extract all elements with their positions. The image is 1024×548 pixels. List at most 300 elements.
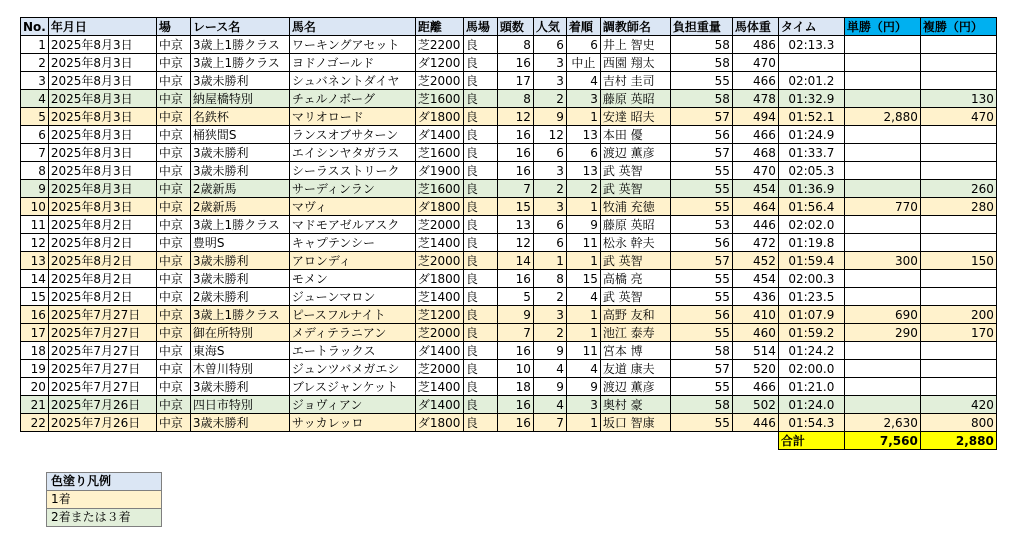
cell-place-payout[interactable]: 130	[920, 90, 996, 108]
cell-runners[interactable]: 16	[497, 396, 533, 414]
cell-win-payout[interactable]: 770	[844, 198, 920, 216]
cell-win-payout[interactable]	[844, 162, 920, 180]
cell-distance[interactable]: ダ1200	[415, 54, 463, 72]
cell-time[interactable]: 01:56.4	[778, 198, 844, 216]
cell-trainer[interactable]: 池江 泰寿	[600, 324, 670, 342]
cell-finish[interactable]: 4	[566, 72, 600, 90]
header-place-payout[interactable]: 複勝（円）	[920, 18, 996, 36]
cell-date[interactable]: 2025年8月3日	[48, 108, 156, 126]
cell-track[interactable]: 良	[463, 90, 497, 108]
cell-place-payout[interactable]: 470	[920, 108, 996, 126]
cell-finish[interactable]: 1	[566, 198, 600, 216]
cell-runners[interactable]: 12	[497, 234, 533, 252]
cell-no[interactable]: 6	[21, 126, 49, 144]
cell-track[interactable]: 良	[463, 378, 497, 396]
cell-place-payout[interactable]: 420	[920, 396, 996, 414]
cell-time[interactable]: 01:54.3	[778, 414, 844, 432]
cell-trainer[interactable]: 渡辺 薫彦	[600, 144, 670, 162]
cell-trainer[interactable]: 西園 翔太	[600, 54, 670, 72]
cell-carried-weight[interactable]: 55	[670, 270, 732, 288]
cell-runners[interactable]: 7	[497, 180, 533, 198]
cell-win-payout[interactable]	[844, 360, 920, 378]
cell-body-weight[interactable]: 472	[732, 234, 778, 252]
cell-horse-name[interactable]: サッカレッロ	[289, 414, 415, 432]
cell-distance[interactable]: ダ1800	[415, 108, 463, 126]
cell-trainer[interactable]: 本田 優	[600, 126, 670, 144]
cell-carried-weight[interactable]: 55	[670, 162, 732, 180]
cell-place-payout[interactable]	[920, 342, 996, 360]
cell-win-payout[interactable]	[844, 234, 920, 252]
cell-popularity[interactable]: 9	[533, 342, 566, 360]
cell-date[interactable]: 2025年8月3日	[48, 144, 156, 162]
cell-distance[interactable]: 芝1600	[415, 180, 463, 198]
cell-carried-weight[interactable]: 55	[670, 378, 732, 396]
cell-win-payout[interactable]	[844, 144, 920, 162]
cell-runners[interactable]: 9	[497, 306, 533, 324]
cell-course[interactable]: 中京	[156, 360, 190, 378]
header-body-weight[interactable]: 馬体重	[732, 18, 778, 36]
cell-track[interactable]: 良	[463, 306, 497, 324]
cell-body-weight[interactable]: 454	[732, 270, 778, 288]
cell-place-payout[interactable]: 280	[920, 198, 996, 216]
cell-course[interactable]: 中京	[156, 108, 190, 126]
cell-distance[interactable]: 芝2000	[415, 252, 463, 270]
cell-win-payout[interactable]: 290	[844, 324, 920, 342]
cell-trainer[interactable]: 安達 昭夫	[600, 108, 670, 126]
cell-trainer[interactable]: 高橋 亮	[600, 270, 670, 288]
cell-runners[interactable]: 16	[497, 342, 533, 360]
cell-body-weight[interactable]: 464	[732, 198, 778, 216]
cell-date[interactable]: 2025年7月27日	[48, 306, 156, 324]
cell-popularity[interactable]: 8	[533, 270, 566, 288]
cell-race-name[interactable]: 御在所特別	[190, 324, 289, 342]
cell-time[interactable]: 01:32.9	[778, 90, 844, 108]
cell-date[interactable]: 2025年8月3日	[48, 198, 156, 216]
cell-race-name[interactable]: 3歳未勝利	[190, 378, 289, 396]
cell-body-weight[interactable]: 460	[732, 324, 778, 342]
cell-distance[interactable]: ダ1400	[415, 342, 463, 360]
cell-finish[interactable]: 1	[566, 108, 600, 126]
cell-place-payout[interactable]	[920, 162, 996, 180]
cell-popularity[interactable]: 6	[533, 216, 566, 234]
cell-race-name[interactable]: 木曽川特別	[190, 360, 289, 378]
cell-place-payout[interactable]	[920, 378, 996, 396]
cell-distance[interactable]: ダ1400	[415, 396, 463, 414]
cell-place-payout[interactable]	[920, 144, 996, 162]
cell-trainer[interactable]: 藤原 英昭	[600, 216, 670, 234]
cell-race-name[interactable]: 2歳新馬	[190, 180, 289, 198]
cell-date[interactable]: 2025年8月3日	[48, 180, 156, 198]
cell-runners[interactable]: 5	[497, 288, 533, 306]
cell-horse-name[interactable]: マドモアゼルアスク	[289, 216, 415, 234]
cell-win-payout[interactable]: 300	[844, 252, 920, 270]
cell-date[interactable]: 2025年8月3日	[48, 72, 156, 90]
cell-trainer[interactable]: 吉村 圭司	[600, 72, 670, 90]
cell-runners[interactable]: 16	[497, 126, 533, 144]
cell-runners[interactable]: 10	[497, 360, 533, 378]
cell-course[interactable]: 中京	[156, 72, 190, 90]
cell-time[interactable]: 02:13.3	[778, 36, 844, 54]
cell-race-name[interactable]: 四日市特別	[190, 396, 289, 414]
cell-race-name[interactable]: 3歳未勝利	[190, 162, 289, 180]
cell-finish[interactable]: 4	[566, 360, 600, 378]
cell-popularity[interactable]: 2	[533, 324, 566, 342]
cell-carried-weight[interactable]: 56	[670, 234, 732, 252]
cell-no[interactable]: 18	[21, 342, 49, 360]
cell-win-payout[interactable]	[844, 90, 920, 108]
cell-place-payout[interactable]	[920, 54, 996, 72]
cell-horse-name[interactable]: ジョヴィアン	[289, 396, 415, 414]
cell-body-weight[interactable]: 514	[732, 342, 778, 360]
cell-course[interactable]: 中京	[156, 270, 190, 288]
cell-popularity[interactable]: 7	[533, 414, 566, 432]
cell-win-payout[interactable]	[844, 36, 920, 54]
header-no[interactable]: No.	[21, 18, 49, 36]
cell-finish[interactable]: 13	[566, 126, 600, 144]
cell-no[interactable]: 10	[21, 198, 49, 216]
cell-date[interactable]: 2025年7月27日	[48, 324, 156, 342]
cell-popularity[interactable]: 12	[533, 126, 566, 144]
cell-win-payout[interactable]	[844, 342, 920, 360]
cell-no[interactable]: 4	[21, 90, 49, 108]
cell-distance[interactable]: 芝1400	[415, 288, 463, 306]
cell-body-weight[interactable]: 436	[732, 288, 778, 306]
cell-horse-name[interactable]: エイシンヤタガラス	[289, 144, 415, 162]
cell-runners[interactable]: 13	[497, 216, 533, 234]
cell-course[interactable]: 中京	[156, 306, 190, 324]
cell-finish[interactable]: 3	[566, 90, 600, 108]
cell-place-payout[interactable]	[920, 234, 996, 252]
cell-win-payout[interactable]	[844, 288, 920, 306]
cell-no[interactable]: 22	[21, 414, 49, 432]
cell-time[interactable]: 02:00.3	[778, 270, 844, 288]
cell-win-payout[interactable]	[844, 216, 920, 234]
cell-body-weight[interactable]: 486	[732, 36, 778, 54]
cell-no[interactable]: 20	[21, 378, 49, 396]
cell-no[interactable]: 3	[21, 72, 49, 90]
cell-popularity[interactable]: 6	[533, 144, 566, 162]
cell-course[interactable]: 中京	[156, 342, 190, 360]
cell-finish[interactable]: 9	[566, 216, 600, 234]
cell-popularity[interactable]: 6	[533, 234, 566, 252]
cell-track[interactable]: 良	[463, 108, 497, 126]
cell-track[interactable]: 良	[463, 216, 497, 234]
cell-win-payout[interactable]: 2,880	[844, 108, 920, 126]
cell-date[interactable]: 2025年7月26日	[48, 396, 156, 414]
cell-race-name[interactable]: 3歳上1勝クラス	[190, 54, 289, 72]
cell-course[interactable]: 中京	[156, 252, 190, 270]
cell-distance[interactable]: 芝1400	[415, 378, 463, 396]
cell-race-name[interactable]: 桶狭間S	[190, 126, 289, 144]
cell-trainer[interactable]: 奥村 豪	[600, 396, 670, 414]
cell-finish[interactable]: 1	[566, 252, 600, 270]
cell-track[interactable]: 良	[463, 360, 497, 378]
cell-win-payout[interactable]	[844, 180, 920, 198]
cell-place-payout[interactable]	[920, 288, 996, 306]
cell-runners[interactable]: 17	[497, 72, 533, 90]
cell-distance[interactable]: 芝1600	[415, 144, 463, 162]
cell-popularity[interactable]: 2	[533, 180, 566, 198]
cell-distance[interactable]: ダ1800	[415, 414, 463, 432]
legend-second-third[interactable]: 2着または３着	[47, 509, 162, 527]
cell-no[interactable]: 8	[21, 162, 49, 180]
cell-horse-name[interactable]: ランスオブサターン	[289, 126, 415, 144]
cell-popularity[interactable]: 1	[533, 252, 566, 270]
cell-race-name[interactable]: 3歳上1勝クラス	[190, 306, 289, 324]
cell-win-payout[interactable]: 2,630	[844, 414, 920, 432]
cell-track[interactable]: 良	[463, 126, 497, 144]
cell-carried-weight[interactable]: 55	[670, 288, 732, 306]
cell-finish[interactable]: 1	[566, 306, 600, 324]
cell-runners[interactable]: 8	[497, 36, 533, 54]
cell-body-weight[interactable]: 446	[732, 216, 778, 234]
cell-no[interactable]: 19	[21, 360, 49, 378]
cell-carried-weight[interactable]: 56	[670, 306, 732, 324]
cell-runners[interactable]: 15	[497, 198, 533, 216]
cell-course[interactable]: 中京	[156, 180, 190, 198]
cell-body-weight[interactable]: 470	[732, 162, 778, 180]
cell-body-weight[interactable]: 466	[732, 72, 778, 90]
cell-no[interactable]: 14	[21, 270, 49, 288]
cell-course[interactable]: 中京	[156, 414, 190, 432]
cell-time[interactable]: 02:01.2	[778, 72, 844, 90]
cell-no[interactable]: 2	[21, 54, 49, 72]
cell-popularity[interactable]: 2	[533, 288, 566, 306]
cell-distance[interactable]: ダ1800	[415, 270, 463, 288]
cell-distance[interactable]: 芝2000	[415, 324, 463, 342]
cell-win-payout[interactable]: 690	[844, 306, 920, 324]
cell-race-name[interactable]: 豊明S	[190, 234, 289, 252]
cell-finish[interactable]: 9	[566, 378, 600, 396]
cell-horse-name[interactable]: マリオロード	[289, 108, 415, 126]
cell-distance[interactable]: ダ1400	[415, 126, 463, 144]
cell-track[interactable]: 良	[463, 270, 497, 288]
cell-race-name[interactable]: 3歳上1勝クラス	[190, 36, 289, 54]
cell-track[interactable]: 良	[463, 162, 497, 180]
header-date[interactable]: 年月日	[48, 18, 156, 36]
cell-track[interactable]: 良	[463, 72, 497, 90]
cell-finish[interactable]: 1	[566, 324, 600, 342]
cell-popularity[interactable]: 3	[533, 72, 566, 90]
header-trainer[interactable]: 調教師名	[600, 18, 670, 36]
cell-carried-weight[interactable]: 55	[670, 72, 732, 90]
cell-finish[interactable]: 4	[566, 288, 600, 306]
cell-date[interactable]: 2025年8月2日	[48, 234, 156, 252]
cell-time[interactable]	[778, 54, 844, 72]
cell-horse-name[interactable]: キャプテンシー	[289, 234, 415, 252]
cell-time[interactable]: 01:21.0	[778, 378, 844, 396]
cell-course[interactable]: 中京	[156, 198, 190, 216]
cell-race-name[interactable]: 3歳未勝利	[190, 144, 289, 162]
cell-track[interactable]: 良	[463, 234, 497, 252]
cell-finish[interactable]: 3	[566, 396, 600, 414]
cell-carried-weight[interactable]: 58	[670, 342, 732, 360]
cell-horse-name[interactable]: ジュンツバメガエシ	[289, 360, 415, 378]
cell-time[interactable]: 01:07.9	[778, 306, 844, 324]
cell-popularity[interactable]: 3	[533, 162, 566, 180]
cell-time[interactable]: 01:24.9	[778, 126, 844, 144]
cell-horse-name[interactable]: メディテラニアン	[289, 324, 415, 342]
cell-popularity[interactable]: 2	[533, 90, 566, 108]
cell-track[interactable]: 良	[463, 288, 497, 306]
cell-time[interactable]: 02:05.3	[778, 162, 844, 180]
cell-finish[interactable]: 13	[566, 162, 600, 180]
cell-body-weight[interactable]: 452	[732, 252, 778, 270]
cell-time[interactable]: 01:24.2	[778, 342, 844, 360]
cell-distance[interactable]: 芝1600	[415, 90, 463, 108]
header-finish[interactable]: 着順	[566, 18, 600, 36]
cell-distance[interactable]: 芝2000	[415, 72, 463, 90]
cell-trainer[interactable]: 宮本 博	[600, 342, 670, 360]
cell-carried-weight[interactable]: 57	[670, 360, 732, 378]
cell-no[interactable]: 13	[21, 252, 49, 270]
cell-win-payout[interactable]	[844, 72, 920, 90]
cell-track[interactable]: 良	[463, 144, 497, 162]
cell-track[interactable]: 良	[463, 396, 497, 414]
header-win-payout[interactable]: 単勝（円）	[844, 18, 920, 36]
cell-track[interactable]: 良	[463, 180, 497, 198]
cell-body-weight[interactable]: 410	[732, 306, 778, 324]
cell-course[interactable]: 中京	[156, 396, 190, 414]
cell-horse-name[interactable]: モメン	[289, 270, 415, 288]
cell-horse-name[interactable]: ワーキングアセット	[289, 36, 415, 54]
cell-body-weight[interactable]: 454	[732, 180, 778, 198]
cell-time[interactable]: 01:24.0	[778, 396, 844, 414]
cell-finish[interactable]: 11	[566, 342, 600, 360]
cell-body-weight[interactable]: 502	[732, 396, 778, 414]
cell-course[interactable]: 中京	[156, 126, 190, 144]
cell-horse-name[interactable]: ブレスジャンケット	[289, 378, 415, 396]
cell-course[interactable]: 中京	[156, 234, 190, 252]
cell-popularity[interactable]: 4	[533, 360, 566, 378]
cell-no[interactable]: 12	[21, 234, 49, 252]
cell-finish[interactable]: 1	[566, 414, 600, 432]
cell-win-payout[interactable]	[844, 396, 920, 414]
cell-body-weight[interactable]: 494	[732, 108, 778, 126]
header-race-name[interactable]: レース名	[190, 18, 289, 36]
cell-date[interactable]: 2025年8月3日	[48, 126, 156, 144]
cell-finish[interactable]: 15	[566, 270, 600, 288]
cell-course[interactable]: 中京	[156, 162, 190, 180]
header-course[interactable]: 場	[156, 18, 190, 36]
cell-place-payout[interactable]	[920, 36, 996, 54]
cell-time[interactable]: 01:23.5	[778, 288, 844, 306]
total-label[interactable]: 合計	[778, 432, 844, 450]
total-win[interactable]: 7,560	[844, 432, 920, 450]
cell-carried-weight[interactable]: 53	[670, 216, 732, 234]
cell-no[interactable]: 17	[21, 324, 49, 342]
cell-trainer[interactable]: 武 英智	[600, 180, 670, 198]
cell-finish[interactable]: 11	[566, 234, 600, 252]
cell-horse-name[interactable]: ヨドノゴールド	[289, 54, 415, 72]
cell-popularity[interactable]: 3	[533, 198, 566, 216]
cell-horse-name[interactable]: エートラックス	[289, 342, 415, 360]
cell-distance[interactable]: 芝1200	[415, 306, 463, 324]
cell-track[interactable]: 良	[463, 36, 497, 54]
cell-course[interactable]: 中京	[156, 144, 190, 162]
cell-time[interactable]: 01:59.2	[778, 324, 844, 342]
cell-date[interactable]: 2025年8月3日	[48, 54, 156, 72]
cell-place-payout[interactable]: 260	[920, 180, 996, 198]
cell-horse-name[interactable]: ジューンマロン	[289, 288, 415, 306]
cell-place-payout[interactable]: 150	[920, 252, 996, 270]
legend-title[interactable]: 色塗り凡例	[47, 473, 162, 491]
cell-course[interactable]: 中京	[156, 324, 190, 342]
cell-distance[interactable]: ダ1800	[415, 198, 463, 216]
cell-race-name[interactable]: 納屋橋特別	[190, 90, 289, 108]
cell-trainer[interactable]: 牧浦 充徳	[600, 198, 670, 216]
cell-runners[interactable]: 12	[497, 108, 533, 126]
cell-no[interactable]: 5	[21, 108, 49, 126]
cell-trainer[interactable]: 渡辺 薫彦	[600, 378, 670, 396]
cell-race-name[interactable]: 3歳未勝利	[190, 270, 289, 288]
cell-no[interactable]: 16	[21, 306, 49, 324]
cell-runners[interactable]: 14	[497, 252, 533, 270]
cell-race-name[interactable]: 3歳上1勝クラス	[190, 216, 289, 234]
cell-time[interactable]: 01:19.8	[778, 234, 844, 252]
cell-date[interactable]: 2025年8月2日	[48, 252, 156, 270]
cell-date[interactable]: 2025年7月27日	[48, 342, 156, 360]
cell-finish[interactable]: 6	[566, 144, 600, 162]
cell-body-weight[interactable]: 470	[732, 54, 778, 72]
cell-runners[interactable]: 16	[497, 54, 533, 72]
cell-no[interactable]: 9	[21, 180, 49, 198]
cell-popularity[interactable]: 3	[533, 306, 566, 324]
header-time[interactable]: タイム	[778, 18, 844, 36]
cell-win-payout[interactable]	[844, 126, 920, 144]
cell-place-payout[interactable]	[920, 270, 996, 288]
cell-runners[interactable]: 8	[497, 90, 533, 108]
cell-no[interactable]: 11	[21, 216, 49, 234]
cell-date[interactable]: 2025年8月2日	[48, 270, 156, 288]
cell-carried-weight[interactable]: 57	[670, 108, 732, 126]
cell-date[interactable]: 2025年8月3日	[48, 162, 156, 180]
cell-place-payout[interactable]: 200	[920, 306, 996, 324]
cell-popularity[interactable]: 3	[533, 54, 566, 72]
cell-race-name[interactable]: 2歳新馬	[190, 198, 289, 216]
cell-time[interactable]: 02:00.0	[778, 360, 844, 378]
cell-date[interactable]: 2025年8月2日	[48, 288, 156, 306]
cell-body-weight[interactable]: 466	[732, 126, 778, 144]
cell-race-name[interactable]: 2歳未勝利	[190, 288, 289, 306]
cell-time[interactable]: 01:36.9	[778, 180, 844, 198]
header-carried-weight[interactable]: 負担重量	[670, 18, 732, 36]
cell-horse-name[interactable]: シーラスストリーク	[289, 162, 415, 180]
cell-race-name[interactable]: 3歳未勝利	[190, 72, 289, 90]
cell-trainer[interactable]: 坂口 智康	[600, 414, 670, 432]
cell-time[interactable]: 02:02.0	[778, 216, 844, 234]
header-horse-name[interactable]: 馬名	[289, 18, 415, 36]
cell-trainer[interactable]: 松永 幹夫	[600, 234, 670, 252]
cell-place-payout[interactable]	[920, 360, 996, 378]
cell-trainer[interactable]: 高野 友和	[600, 306, 670, 324]
header-runners[interactable]: 頭数	[497, 18, 533, 36]
cell-carried-weight[interactable]: 55	[670, 324, 732, 342]
cell-course[interactable]: 中京	[156, 378, 190, 396]
cell-distance[interactable]: ダ1900	[415, 162, 463, 180]
cell-carried-weight[interactable]: 55	[670, 198, 732, 216]
cell-body-weight[interactable]: 466	[732, 378, 778, 396]
cell-date[interactable]: 2025年8月2日	[48, 216, 156, 234]
cell-carried-weight[interactable]: 58	[670, 54, 732, 72]
cell-body-weight[interactable]: 520	[732, 360, 778, 378]
cell-race-name[interactable]: 名鉄杯	[190, 108, 289, 126]
cell-horse-name[interactable]: シュバネントダイヤ	[289, 72, 415, 90]
cell-course[interactable]: 中京	[156, 54, 190, 72]
cell-body-weight[interactable]: 478	[732, 90, 778, 108]
cell-time[interactable]: 01:52.1	[778, 108, 844, 126]
cell-trainer[interactable]: 武 英智	[600, 288, 670, 306]
